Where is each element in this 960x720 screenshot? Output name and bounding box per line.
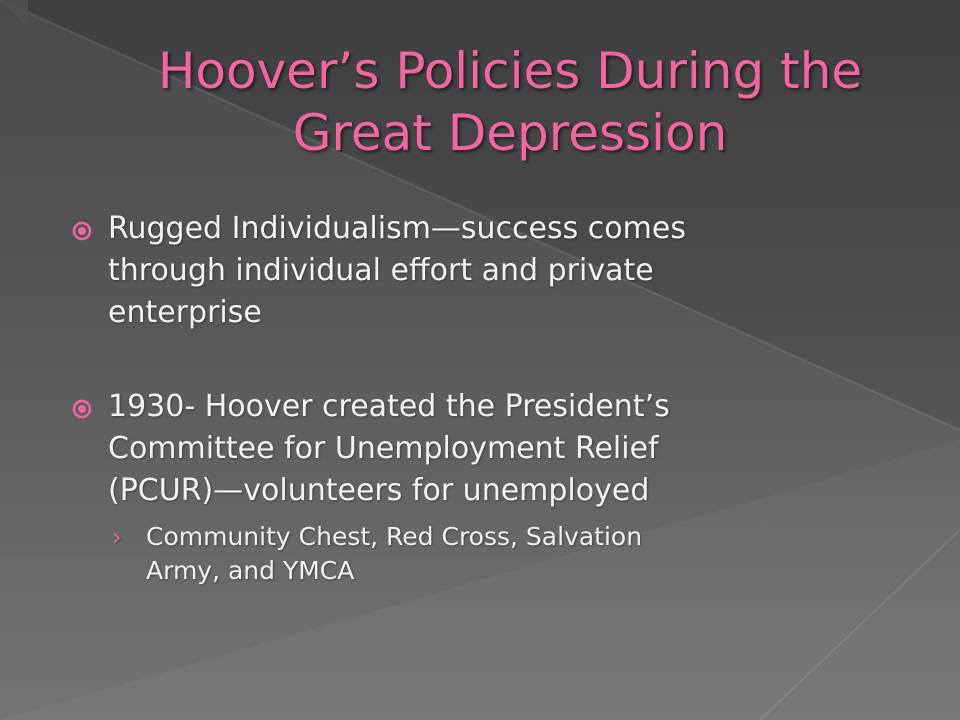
sub-bullet-text xyxy=(146,520,870,588)
sub-bullet-item xyxy=(70,520,870,588)
bullet-line: (PCUR)—volunteers for unemployed xyxy=(108,473,650,508)
bullet-text xyxy=(108,208,870,334)
bullet-text xyxy=(108,386,870,512)
play-arrow-icon[interactable] xyxy=(0,0,64,64)
slide-title xyxy=(120,40,900,164)
bullet-line: Committee for Unemployment Relief xyxy=(108,431,659,466)
slide-content xyxy=(70,208,870,588)
bullet-line: 1930- Hoover created the President’s xyxy=(108,389,670,424)
sub-bullet-line: Community Chest, Red Cross, Salvation xyxy=(146,522,643,551)
radio-dot-icon xyxy=(72,399,92,419)
bullet-line: enterprise xyxy=(108,295,262,330)
bullet-item xyxy=(70,386,870,512)
radio-dot-icon xyxy=(72,221,92,241)
title-line: Great Depression xyxy=(292,104,728,162)
bullet-line: through individual effort and private xyxy=(108,253,654,288)
bullet-line: Rugged Individualism—success comes xyxy=(108,211,686,246)
chevron-right-icon: › xyxy=(112,523,122,551)
sub-bullet-line: Army, and YMCA xyxy=(146,556,355,585)
title-line: Hoover’s Policies During the xyxy=(157,42,863,100)
bullet-item xyxy=(70,208,870,334)
